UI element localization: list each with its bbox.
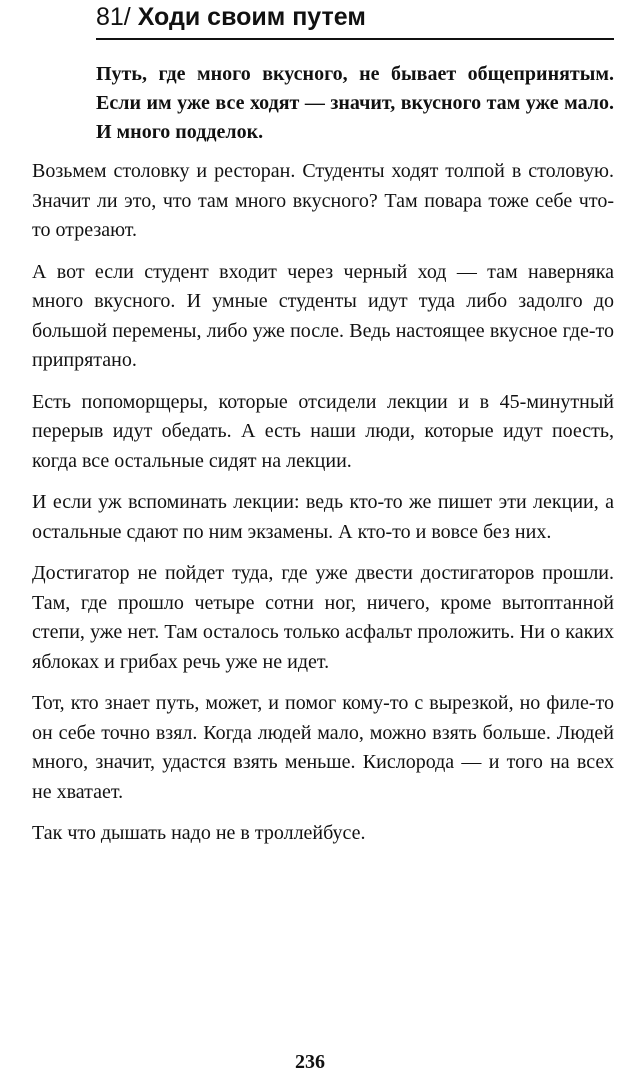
chapter-number: 81/	[96, 3, 138, 31]
epigraph: Путь, где много вкусного, не бывает общепринятым. Если им уже все ходят — значит, вкусного там уже мало. И много подделок.	[96, 63, 614, 143]
chapter-title: Ходи своим путем	[137, 3, 366, 31]
chapter-header	[96, 2, 614, 40]
paragraph: И если уж вспоминать лекции: ведь кто-то же пишет эти лекции, а остальные сдают по ним экзамены. А кто-то и вовсе без них.	[32, 491, 614, 543]
paragraph: Есть попоморщеры, которые отсидели лекции и в 45-минутный перерыв идут обедать. А есть наши люди, которые идут поесть, когда все остальные сидят на лекции.	[32, 390, 614, 472]
paragraph: А вот если студент входит через черный ход — там наверняка много вкусного. И умные студенты идут туда либо задолго до большой перемены, либо уже после. Ведь настоящее вкусное где-то припрятано.	[32, 260, 614, 371]
chapter-body	[32, 157, 614, 861]
paragraph: Достигатор не пойдет туда, где уже двести достигаторов прошли. Там, где прошло четыре сотни ног, ничего, кроме вытоптанной степи, уже нет. Там осталось только асфальт проложить. Ни о каких яблоках и грибах речь уже не идет.	[32, 562, 614, 673]
paragraph: Тот, кто знает путь, может, и помог кому-то с вырезкой, но филе-то он себе точно взял. Когда людей мало, можно взять больше. Людей много, значит, удастся взять меньше. Кислорода — и того на всех не хватает.	[32, 692, 614, 803]
paragraph: Возьмем столовку и ресторан. Студенты ходят толпой в столовую. Значит ли это, что там много вкусного? Там повара тоже себе что-то отрезают.	[32, 160, 614, 241]
page-number: 236	[295, 1051, 325, 1073]
paragraph: Так что дышать надо не в троллейбусе.	[32, 822, 366, 844]
